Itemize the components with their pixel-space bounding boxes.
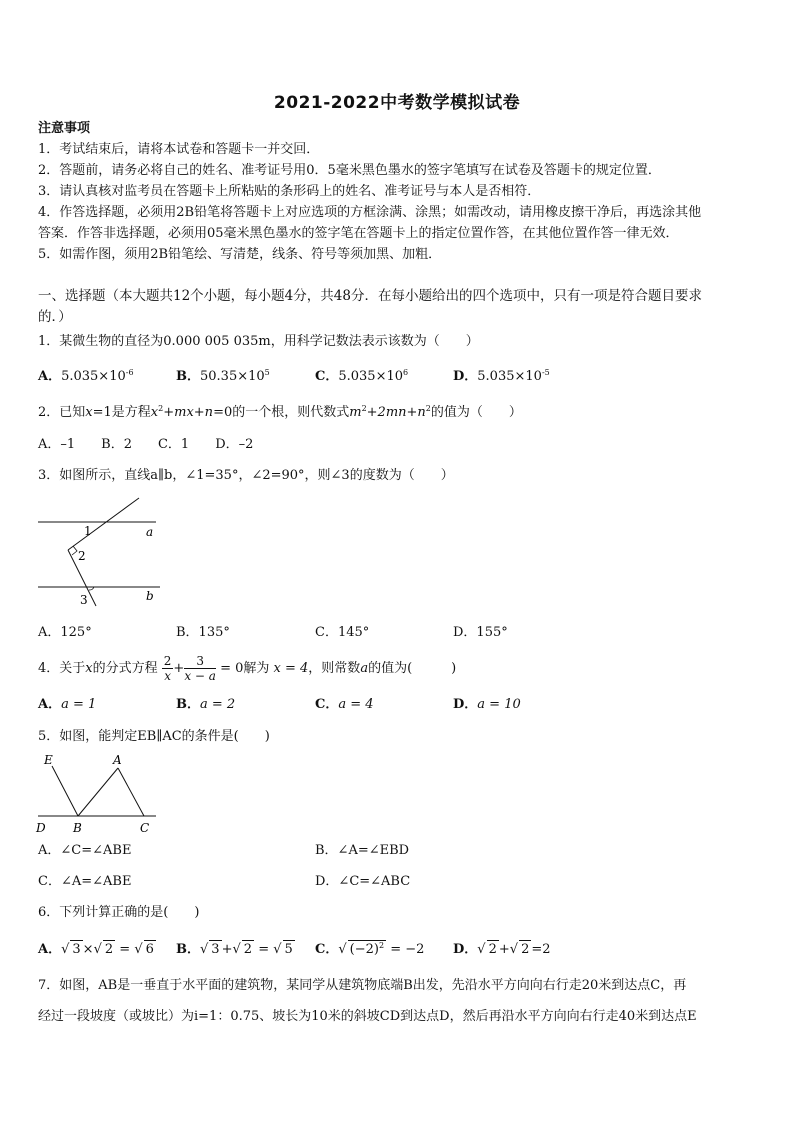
radicand: 3 <box>211 942 220 957</box>
q6-option-a: A．√ 3 ×√ 2 = √ 6 <box>38 942 154 957</box>
q3-option-b: B．135° <box>176 625 230 640</box>
option-label: D． <box>453 697 478 712</box>
angle-1-label: 1 <box>84 524 92 538</box>
variable: x <box>150 405 159 420</box>
option-label: D． <box>453 942 478 957</box>
q4-option-b <box>176 696 235 714</box>
q1-option-b <box>176 368 270 386</box>
question-2-options: A．–1 B．2 C．1 D．–2 <box>38 437 254 452</box>
option-label: C． <box>315 942 339 957</box>
text: ，则常数 <box>308 661 361 676</box>
operator: × <box>82 942 94 957</box>
page-title: 2021-2022中考数学模拟试卷 <box>273 93 521 113</box>
text: 解为 <box>243 661 270 676</box>
radicand-base: (−2) <box>349 942 379 957</box>
question-3-stem: 3．如图所示，直线a∥b，∠1=35°，∠2=90°，则∠3的度数为（ ） <box>38 468 454 483</box>
option-value: a = 4 <box>338 697 374 712</box>
radicand: 3 <box>72 942 81 957</box>
equals-zero: = 0 <box>220 661 244 676</box>
notice-item: 1．考试结束后，请将本试卷和答题卡一并交回． <box>38 142 320 157</box>
radicand: 2 <box>521 942 530 957</box>
equals: =2 <box>531 942 551 957</box>
radicand: 5 <box>284 942 293 957</box>
denominator: x − a <box>184 669 216 683</box>
variable: m <box>349 405 362 420</box>
option-value: a = 10 <box>477 697 521 712</box>
numerator: 3 <box>184 654 216 669</box>
question-6-stem: 6．下列计算正确的是( ) <box>38 905 200 920</box>
text: 2．已知 <box>38 405 86 420</box>
right-angle-mark <box>72 546 77 555</box>
text: 的值为( ) <box>368 661 457 676</box>
option-value: 5.035×10 <box>338 369 404 384</box>
angle-2-label: 2 <box>78 549 86 563</box>
operator: + <box>173 661 185 676</box>
q3-option-c: C．145° <box>315 625 370 640</box>
angle-3-label: 3 <box>80 593 88 607</box>
option-label: C． <box>315 369 339 384</box>
radicand <box>348 940 386 959</box>
fraction <box>162 654 174 683</box>
variable: x <box>85 661 93 676</box>
variable: a <box>360 661 369 676</box>
expression: +2mn+n <box>366 405 426 420</box>
text: =1是方程 <box>92 405 151 420</box>
radicand: 2 <box>243 942 253 957</box>
solution: x = 4 <box>273 661 309 676</box>
text: =0的一个根，则代数式 <box>213 405 350 420</box>
section-heading-line: 一、选择题（本大题共12个小题，每小题4分，共48分．在每小题给出的四个选项中，只有一项是符合题目要求 <box>38 288 702 304</box>
option-label: D． <box>453 369 478 384</box>
question-7-stem-line: 经过一段坡度（或坡比）为i=1：0.75、坡长为10米的斜坡CD到达点D，然后再沿水平方向向右行走40米到达点E <box>38 1009 697 1024</box>
option-label: C． <box>315 697 339 712</box>
q6-option-b: B．√ 3 +√ 2 = √ 5 <box>176 942 293 957</box>
notice-item: 3．请认真核对监考员在答题卡上所粘贴的条形码上的姓名、准考证号与本人是否相符． <box>38 184 541 199</box>
question-1-stem: 1．某微生物的直径为0.000 005 035m，用科学记数法表示该数为（ ） <box>38 334 479 349</box>
operator: + <box>498 942 510 957</box>
question-7-stem-line: 7．如图，AB是一垂直于水平面的建筑物，某同学从建筑物底端B出发，先沿水平方向向右行走20米到达点C，再 <box>38 978 687 993</box>
option-label: A． <box>38 369 62 384</box>
expression: +mx+n <box>163 405 214 420</box>
denominator: x <box>164 669 171 683</box>
q4-option-d <box>453 696 521 714</box>
option-label: A． <box>38 942 62 957</box>
point-a-label: A <box>113 753 122 767</box>
notice-item: 4．作答选择题，必须用2B铅笔将答题卡上对应选项的方框涂满、涂黑；如需改动，请用橡皮擦干净后，再选涂其他 <box>38 205 702 220</box>
option-exponent: 6 <box>403 368 409 377</box>
option-value: 5.035×10 <box>477 369 542 384</box>
line-a-label: a <box>146 525 154 539</box>
q4-option-a <box>38 696 96 714</box>
transversal-upper <box>68 498 139 550</box>
option-label: B． <box>176 697 200 712</box>
notice-item: 答案．作答非选择题，必须用05毫米黑色墨水的签字笔在答题卡上的指定位置作答，在其他位置作答一律无效． <box>38 226 679 241</box>
text: 的分式方程 <box>92 661 158 676</box>
option-label: B． <box>176 942 200 957</box>
q5-option-a: A．∠C=∠ABE <box>38 843 132 858</box>
option-exponent: -6 <box>125 368 134 377</box>
notice-item: 5．如需作图，须用2B铅笔绘、写清楚，线条、符号等须加黑、加粗． <box>38 247 442 262</box>
point-c-label: C <box>140 821 150 835</box>
q3-figure-parallel-lines <box>36 496 166 608</box>
q3-option-a: A．125° <box>38 625 92 640</box>
option-value: 5.035×10 <box>61 369 126 384</box>
variable: x <box>85 405 93 420</box>
q5-option-d: D．∠C=∠ABC <box>315 874 411 889</box>
question-2-stem: 2．已知x=1是方程$x^2+mx+n=0$的一个根，则代数式$m^2+2mn+n^2$的值为（ ） <box>38 404 522 420</box>
fraction <box>184 654 216 683</box>
numerator: 2 <box>163 654 172 668</box>
equals: = <box>115 942 135 957</box>
radicand-exponent: 2 <box>378 941 385 950</box>
line-b-label: b <box>146 589 154 603</box>
point-d-label: D <box>36 821 46 835</box>
q4-option-c <box>315 696 374 714</box>
text: 的值为（ ） <box>430 405 522 420</box>
q1-option-d <box>453 368 550 386</box>
radicand: 2 <box>104 942 114 957</box>
point-e-label: E <box>44 753 53 767</box>
equals: = <box>254 942 274 957</box>
q5-figure-triangle <box>34 752 160 836</box>
q3-option-d: D．155° <box>453 625 508 640</box>
notice-item: 2．答题前，请务必将自己的姓名、准考证号用0．5毫米黑色墨水的签字笔填写在试卷及答题卡的规定位置． <box>38 163 661 178</box>
segment-ac <box>118 768 144 816</box>
option-value: 50.35×10 <box>200 369 265 384</box>
q1-option-c <box>315 368 408 386</box>
question-5-stem: 5．如图，能判定EB∥AC的条件是( ) <box>38 729 270 744</box>
q5-option-c: C．∠A=∠ABE <box>38 874 132 889</box>
option-value: a = 2 <box>200 697 236 712</box>
operator: + <box>221 942 233 957</box>
option-label: B． <box>176 369 200 384</box>
q5-option-b: B．∠A=∠EBD <box>315 843 410 858</box>
q1-option-a <box>38 368 134 386</box>
radicand: 2 <box>488 942 497 957</box>
segment-eb <box>52 766 78 816</box>
option-value: a = 1 <box>61 697 97 712</box>
equals: = −2 <box>386 942 425 957</box>
option-exponent: -5 <box>541 368 550 377</box>
text: 4．关于 <box>38 661 86 676</box>
point-b-label: B <box>73 821 82 835</box>
option-exponent: 5 <box>264 368 270 377</box>
option-label: A． <box>38 697 62 712</box>
q6-option-c: C．√ $(-2)^2 = -2$ <box>315 941 425 957</box>
radicand: 6 <box>145 942 154 957</box>
question-4-stem <box>38 652 758 686</box>
q6-option-d: D．√ 2 +√ 2 =2 <box>453 942 551 957</box>
section-heading-line: 的．） <box>38 309 72 325</box>
segment-ba <box>78 768 118 816</box>
notice-heading: 注意事项 <box>38 121 91 136</box>
